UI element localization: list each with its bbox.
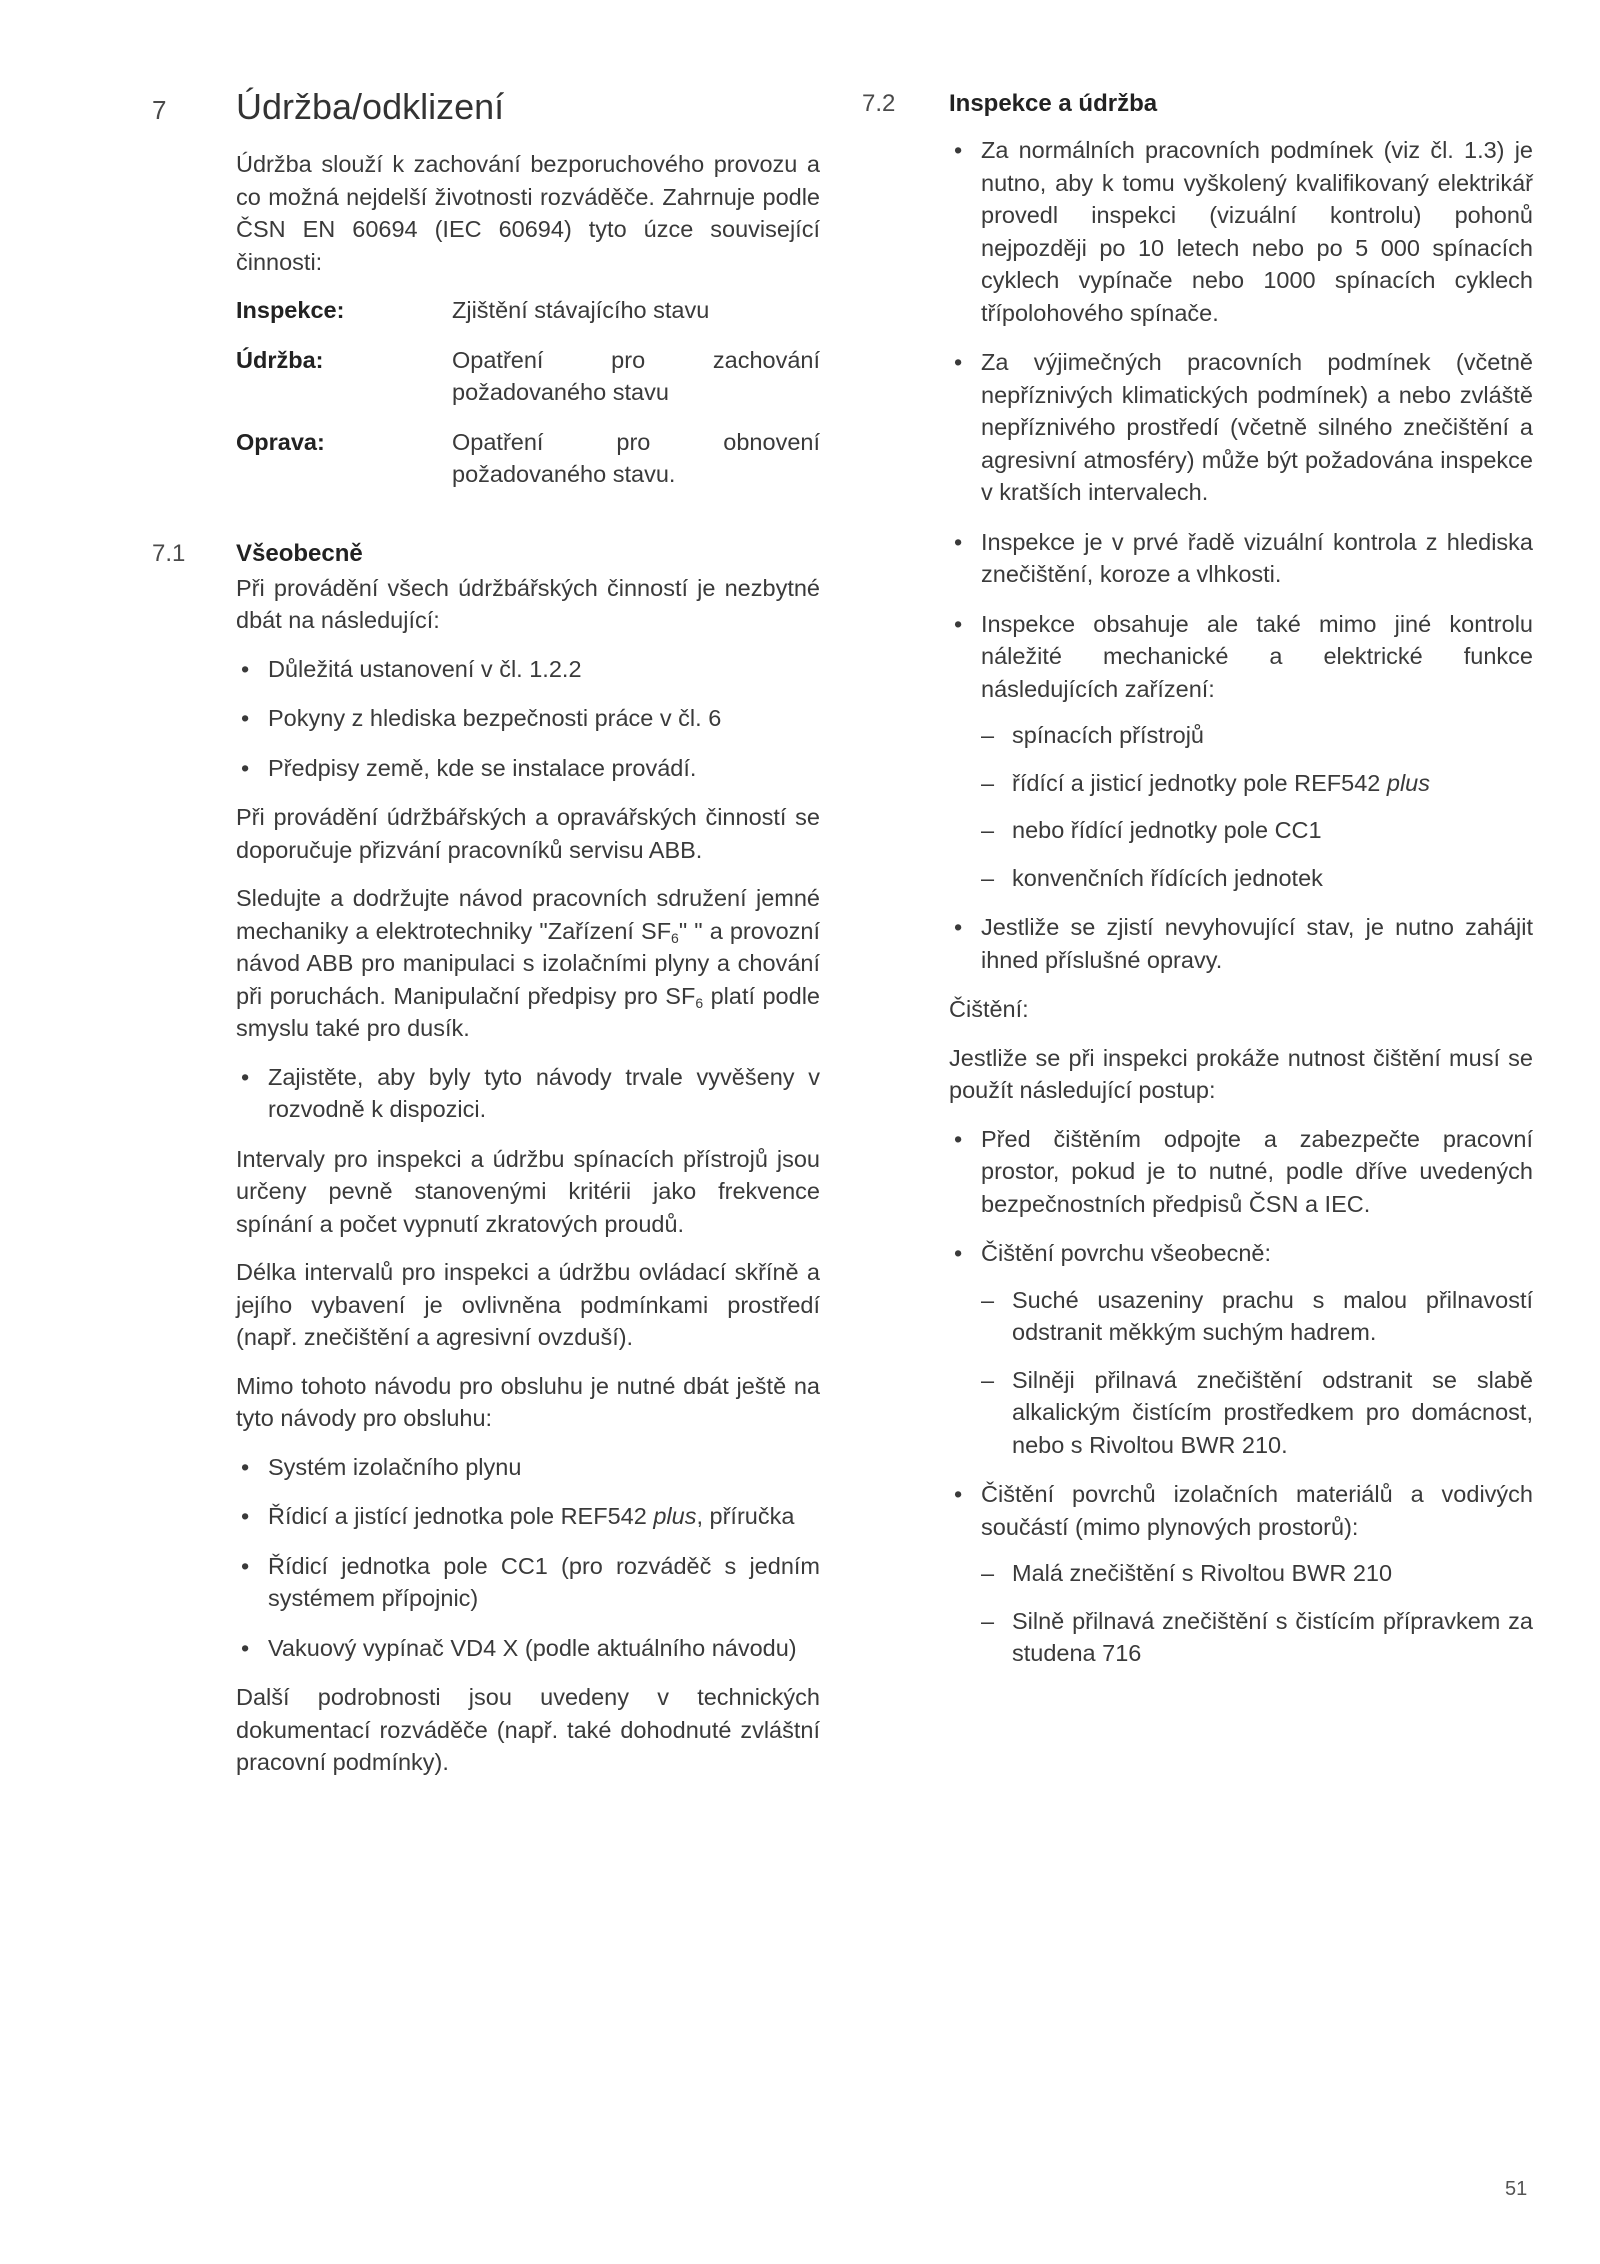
sub-item: – konvenčních řídících jednotek [981,862,1533,895]
definition-desc: Opatření pro zachování požadovaného stavu [452,346,820,405]
definition-term: Inspekce: [236,297,345,323]
text-run: , příručka [696,1503,795,1529]
emphasis: plus [653,1503,697,1529]
text-run: řídící a jisticí jednotky pole REF542 [1012,769,1387,796]
paragraph: Délka intervalů pro inspekci a údržbu ovládací skříně a jejího vybavení je ovlivněna podmínkami prostředí (např. znečištění a agresivní ovzduší). [236,1259,820,1350]
section-number-7-2: 7.2 [862,90,896,117]
dash-list [981,1284,1533,1462]
paragraph: Při provádění údržbářských a opravářských činností se doporučuje přizvání pracovníků servisu ABB. [236,804,820,863]
bullet-list [949,1123,1533,1670]
definition-desc: Opatření pro obnovení požadovaného stavu. [452,428,820,487]
sub-item: – Malá znečištění s Rivoltou BWR 210 [981,1557,1533,1590]
list-item: • Předpisy země, kde se instalace provádí. [236,752,820,785]
bullet-list [949,134,1533,976]
paragraph: Mimo tohoto návodu pro obsluhu je nutné dbát ještě na tyto návody pro obsluhu: [236,1372,820,1431]
definition-row [236,426,820,491]
section-title-7: Údržba/odklizení [236,86,505,127]
definition-row [236,344,820,409]
paragraph [236,882,820,1045]
paragraph: Intervaly pro inspekci a údržbu spínacích přístrojů jsou určeny pevně stanovenými kritérii jako frekvence spínání a počet vypnutí zkratových proudů. [236,1145,820,1237]
section-number-7: 7 [152,95,167,125]
list-item [949,608,1533,895]
definition-desc: Zjištění stávajícího stavu [452,297,710,323]
emphasis: plus [1386,769,1430,796]
list-item: • Systém izolačního plynu [236,1451,820,1484]
dash-list [981,719,1533,894]
subscript: 6 [695,994,704,1011]
intro-paragraph: Údržba slouží k zachování bezporuchového provozu a co možná nejdelší životnosti rozváděče. Zahrnuje podle ČSN EN 60694 (IEC 60694) tyto úzce související činnosti: [236,151,820,275]
text-run: " " a provozní návod ABB pro manipulaci s izolačními plyny a chování při poruchách. Manipulační předpisy pro SF [236,917,820,1009]
subheading: Čištění: [949,996,1029,1022]
text-run: Sledujte a dodržujte návod pracovních sdružení jemné mechaniky a elektrotechniky "Zařízení SF [236,885,820,944]
heading-spacer [236,508,820,572]
dash-list [981,1557,1533,1670]
list-item: • Před čištěním odpojte a zabezpečte pracovní prostor, pokud je to nutné, podle dříve uvedených bezpečnostních předpisů ČSN a IEC. [949,1123,1533,1221]
list-item: • Za normálních pracovních podmínek (viz čl. 1.3) je nutno, aby k tomu vyškolený kvalifikovaný elektrikář provedl inspekci (vizuální kontrolu) pohonů nejpozději po 10 letech nebo po 5 000 spínacích cyklech vypínače nebo 1000 spínacích cyklech třípolohového spínače. [949,134,1533,329]
definition-term: Oprava: [236,428,325,455]
definition-term: Údržba: [236,346,324,373]
list-item: • Jestliže se zjistí nevyhovující stav, je nutno zahájit ihned příslušné opravy. [949,911,1533,976]
sub-item: – spínacích přístrojů [981,719,1533,752]
paragraph: Další podrobnosti jsou uvedeny v technických dokumentací rozváděče (např. také dohodnuté zvláštní pracovní podmínky). [236,1684,820,1775]
text-run: Čištění povrchu všeobecně: [981,1240,1271,1266]
text-run: platí podle smyslu také pro dusík. [236,982,820,1041]
sub-item: – nebo řídící jednotky pole CC1 [981,814,1533,847]
list-item: • Řídicí jednotka pole CC1 (pro rozváděč s jedním systémem přípojnic) [236,1550,820,1615]
definition-row [236,294,820,327]
list-item: • Inspekce je v prvé řadě vizuální kontrola z hlediska znečištění, koroze a vlhkosti. [949,526,1533,591]
list-item [236,1500,820,1533]
left-column [236,148,820,1795]
list-item: • Důležitá ustanovení v čl. 1.2.2 [236,653,820,686]
sub-item: – Suché usazeniny prachu s malou přilnavostí odstranit měkkým suchým hadrem. [981,1284,1533,1349]
list-item: • Pokyny z hlediska bezpečnosti práce v čl. 6 [236,702,820,735]
heading-spacer [949,106,1533,134]
bullet-list [236,653,820,785]
page-number: 51 [1505,2178,1528,2200]
list-item [949,1478,1533,1670]
sub-item [981,767,1533,800]
sub-item: – Silně přilnavá znečištění s čistícím přípravkem za studena 716 [981,1605,1533,1670]
sub-item: – Silněji přilnavá znečištění odstranit se slabě alkalickým čistícím prostředkem pro domácnost, nebo s Rivoltou BWR 210. [981,1364,1533,1462]
text-run: Řídicí a jistící jednotka pole REF542 [268,1503,654,1529]
bullet-list [236,1061,820,1126]
paragraph: Jestliže se při inspekci prokáže nutnost čištění musí se použít následující postup: [949,1044,1533,1103]
subscript: 6 [671,929,679,946]
text-run: Čištění povrchů izolačních materiálů a vodivých součástí (mimo plynových prostorů): [981,1481,1533,1540]
right-column [949,106,1533,1687]
list-item [949,1237,1533,1461]
list-item: • Za výjimečných pracovních podmínek (včetně nepříznivých klimatických podmínek) a nebo zvláště nepříznivého prostředí (včetně silného znečištění a agresivní atmosféry) může být požadována inspekce v kratších intervalech. [949,346,1533,509]
section-heading-7-2: Inspekce a údržba [949,90,1158,117]
section-heading-7-1: Všeobecně [236,540,363,567]
list-item: • Vakuový vypínač VD4 X (podle aktuálního návodu) [236,1632,820,1665]
section-number-7-1: 7.1 [152,540,186,567]
list-item: • Zajistěte, aby byly tyto návody trvale vyvěšeny v rozvodně k dispozici. [236,1061,820,1126]
paragraph: Při provádění všech údržbářských činností je nezbytné dbát na následující: [236,574,820,633]
bullet-list [236,1451,820,1665]
definition-list [236,294,820,491]
text-run: Inspekce obsahuje ale také mimo jiné kontrolu náležité mechanické a elektrické funkce následujících zařízení: [981,610,1533,702]
